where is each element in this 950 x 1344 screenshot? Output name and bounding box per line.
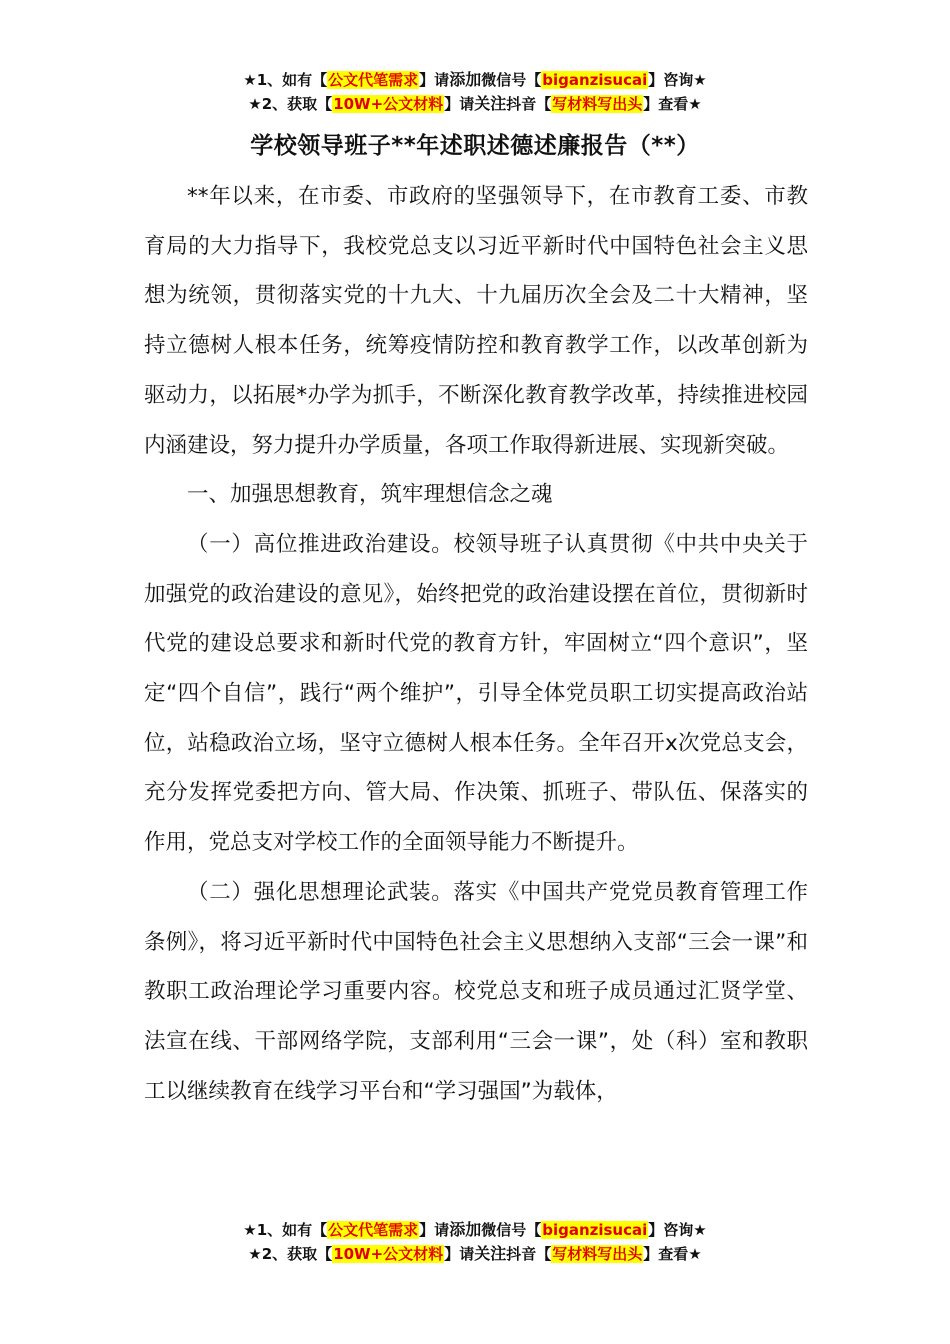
banner-emphasis: 关注 xyxy=(474,1244,507,1263)
banner-highlight: 写材料写出头 xyxy=(552,95,643,113)
paragraph-theory-study: （二）强化思想理论武装。落实《中国共产党党员教育管理工作条例》，将习近平新时代中国特色社会主义思想纳入支部“三会一课”和教职工政治理论学习重要内容。校党总支和班子成员通过汇贤学堂、法宣在线、干部网络学院，支部利用“三会一课”，处（科）室和教职工以继续教育在线学习平台和“学习强国”为载体， xyxy=(144,879,808,1104)
banner-text: 】咨询★ xyxy=(648,1221,707,1239)
banner-highlight: 10W+公文材料 xyxy=(333,1245,444,1263)
banner-text: ★1、如有【 xyxy=(243,1221,328,1239)
banner-text: 】请 xyxy=(419,71,450,89)
banner-text: ★1、如有【 xyxy=(243,71,328,89)
banner-text: 】查看★ xyxy=(643,95,702,113)
banner-text: 抖音【 xyxy=(506,95,552,113)
banner-line-1 xyxy=(0,68,950,92)
banner-line-1 xyxy=(0,1218,950,1242)
banner-line-2 xyxy=(0,92,950,116)
banner-text: 】请 xyxy=(419,1221,450,1239)
banner-highlight: 公文代笔需求 xyxy=(328,71,419,89)
section-heading: 一、加强思想教育，筑牢理想信念之魂 xyxy=(187,482,553,508)
banner-text: 抖音【 xyxy=(506,1245,552,1263)
banner-text: 】请 xyxy=(444,95,475,113)
banner-highlight: 写材料写出头 xyxy=(552,1245,643,1263)
banner-text: 】请 xyxy=(444,1245,475,1263)
banner-highlight: biganzisucai xyxy=(542,1221,648,1239)
banner-highlight: 10W+公文材料 xyxy=(333,95,444,113)
banner-emphasis: 添加 xyxy=(449,70,482,89)
banner-line-2 xyxy=(0,1242,950,1266)
banner-text: ★2、获取【 xyxy=(248,1245,333,1263)
document-title: 学校领导班子**年述职述德述廉报告（**） xyxy=(250,133,700,159)
banner-highlight: biganzisucai xyxy=(542,71,648,89)
banner-text: 】查看★ xyxy=(643,1245,702,1263)
banner-text: 微信号【 xyxy=(481,1221,542,1239)
header-banner xyxy=(0,68,950,116)
banner-text: 】咨询★ xyxy=(648,71,707,89)
banner-highlight: 公文代笔需求 xyxy=(328,1221,419,1239)
banner-text: ★2、获取【 xyxy=(248,95,333,113)
paragraph-intro: **年以来，在市委、市政府的坚强领导下，在市教育工委、市教育局的大力指导下，我校党总支以习近平新时代中国特色社会主义思想为统领，贯彻落实党的十九大、十九届历次全会及二十大精神，坚持立德树人根本任务，统筹疫情防控和教育教学工作，以改革创新为驱动力，以拓展*办学为抓手，不断深化教育教学改革，持续推进校园内涵建设，努力提升办学质量，各项工作取得新进展、实现新突破。 xyxy=(144,184,808,458)
banner-text: 微信号【 xyxy=(481,71,542,89)
paragraph-political-building: （一）高位推进政治建设。校领导班子认真贯彻《中共中央关于加强党的政治建设的意见》，始终把党的政治建设摆在首位，贯彻新时代党的建设总要求和新时代党的教育方针，牢固树立“四个意识”，坚定“四个自信”，践行“两个维护”，引导全体党员职工切实提高政治站位，站稳政治立场，坚守立德树人根本任务。全年召开x次党总支会，充分发挥党委把方向、管大局、作决策、抓班子、带队伍、保落实的作用，党总支对学校工作的全面领导能力不断提升。 xyxy=(144,531,808,856)
document-body xyxy=(144,172,808,1116)
footer-banner xyxy=(0,1218,950,1266)
banner-emphasis: 添加 xyxy=(449,1220,482,1239)
banner-emphasis: 关注 xyxy=(474,94,507,113)
